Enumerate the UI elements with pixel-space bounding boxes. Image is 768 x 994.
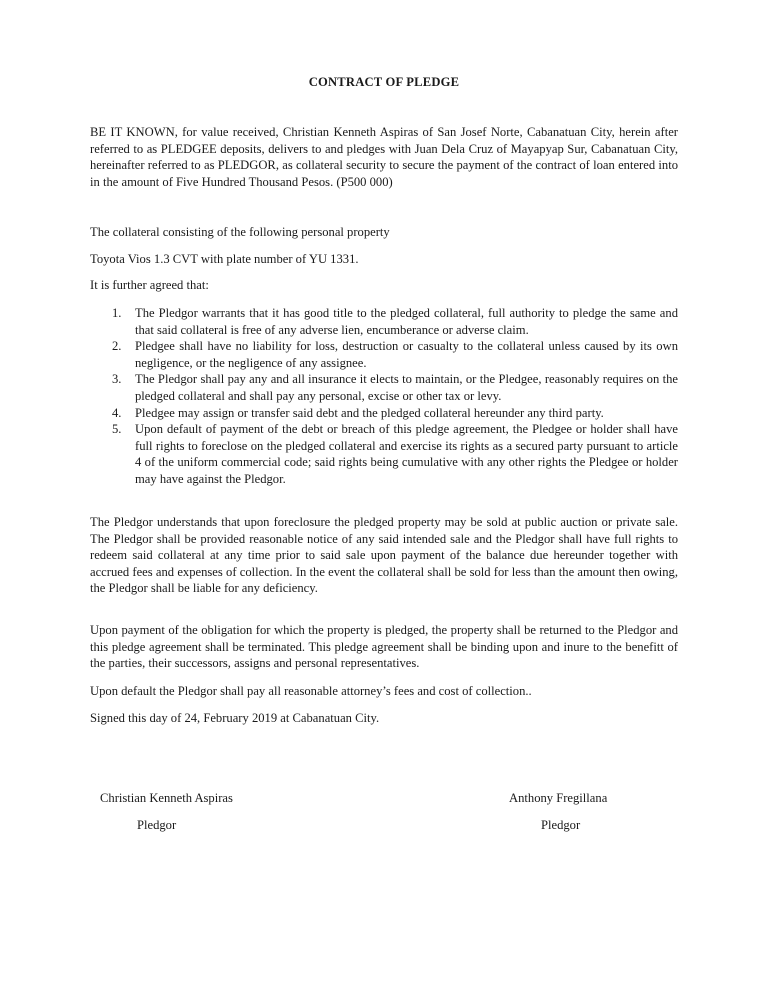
clause-text: The Pledgor shall pay any and all insurance it elects to maintain, or the Pledgee, reasonably requires on the pledged collateral and shall pay any personal, excise or other tax or levy. [135, 372, 678, 403]
signatory-right-role: Pledgor [541, 818, 581, 832]
clause-item [90, 421, 678, 487]
payment-paragraph: Upon payment of the obligation for which the property is pledged, the property shall be returned to the Pledgor and this pledge agreement shall be terminated. This pledge agreement shall be binding upon and inure to the benefitt of the parties, their successors, assigns and personal representatives. [90, 623, 678, 671]
clause-item [90, 338, 678, 371]
clause-number: 4. [112, 405, 122, 420]
signatory-left-role: Pledgor [137, 818, 177, 832]
clause-number: 2. [112, 339, 122, 354]
collateral-item-paragraph: Toyota Vios 1.3 CVT with plate number of YU 1331. [90, 252, 359, 266]
signatory-left-name: Christian Kenneth Aspiras [100, 791, 233, 805]
clause-text: The Pledgor warrants that it has good title to the pledged collateral, full authority to pledge the same and that said collateral is free of any adverse lien, encumberance or adverse claim. [135, 306, 678, 337]
further-agreed-paragraph: It is further agreed that: [90, 278, 209, 292]
default-fees-paragraph: Upon default the Pledgor shall pay all reasonable attorney’s fees and cost of collection.. [90, 684, 532, 698]
clause-number: 1. [112, 306, 122, 320]
collateral-intro-paragraph: The collateral consisting of the following personal property [90, 225, 390, 239]
clause-item [90, 371, 678, 404]
clause-text: Pledgee may assign or transfer said debt and the pledged collateral hereunder any third party. [135, 405, 604, 420]
clause-list [90, 305, 678, 488]
clause-text: Pledgee shall have no liability for loss, destruction or casualty to the collateral unless caused by its own negligence, or the negligence of any assignee. [135, 339, 678, 370]
signatory-right-name: Anthony Fregillana [509, 791, 608, 805]
clause-number: 3. [112, 372, 122, 387]
signed-date-paragraph: Signed this day of 24, February 2019 at Cabanatuan City. [90, 711, 380, 725]
clause-item [90, 405, 678, 422]
foreclosure-paragraph: The Pledgor understands that upon foreclosure the pledged property may be sold at public auction or private sale. The Pledgor shall be provided reasonable notice of any said intended sale and the Pledgor shall have full rights to redeem said collateral at any time prior to said sale upon payment of the balance due hereunder together with accrued fees and expenses of collection. In the event the collateral shall be sold for less than the amount then owing, the Pledgor shall be liable for any deficiency. [90, 515, 678, 596]
clause-text: Upon default of payment of the debt or breach of this pledge agreement, the Pledgee or holder shall have full rights to foreclose on the pledged collateral and exercise its rights as a secured party pursuant to article 4 of the uniform commercial code; said rights being cumulative with any other rights the Pledgee or holder may have against the Pledgor. [135, 422, 678, 486]
clause-number: 5. [112, 422, 122, 437]
document-title: CONTRACT OF PLEDGE [308, 75, 460, 89]
intro-paragraph: BE IT KNOWN, for value received, Christian Kenneth Aspiras of San Josef Norte, Cabanatuan City, herein after referred to as PLEDGEE deposits, delivers to and pledges with Juan Dela Cruz of Mayapyap Sur, Cabanatuan City, hereinafter referred to as PLEDGOR, as collateral security to secure the payment of the contract of loan entered into in the amount of Five Hundred Thousand Pesos. (P500 000) [90, 125, 678, 189]
clause-item [90, 305, 678, 338]
